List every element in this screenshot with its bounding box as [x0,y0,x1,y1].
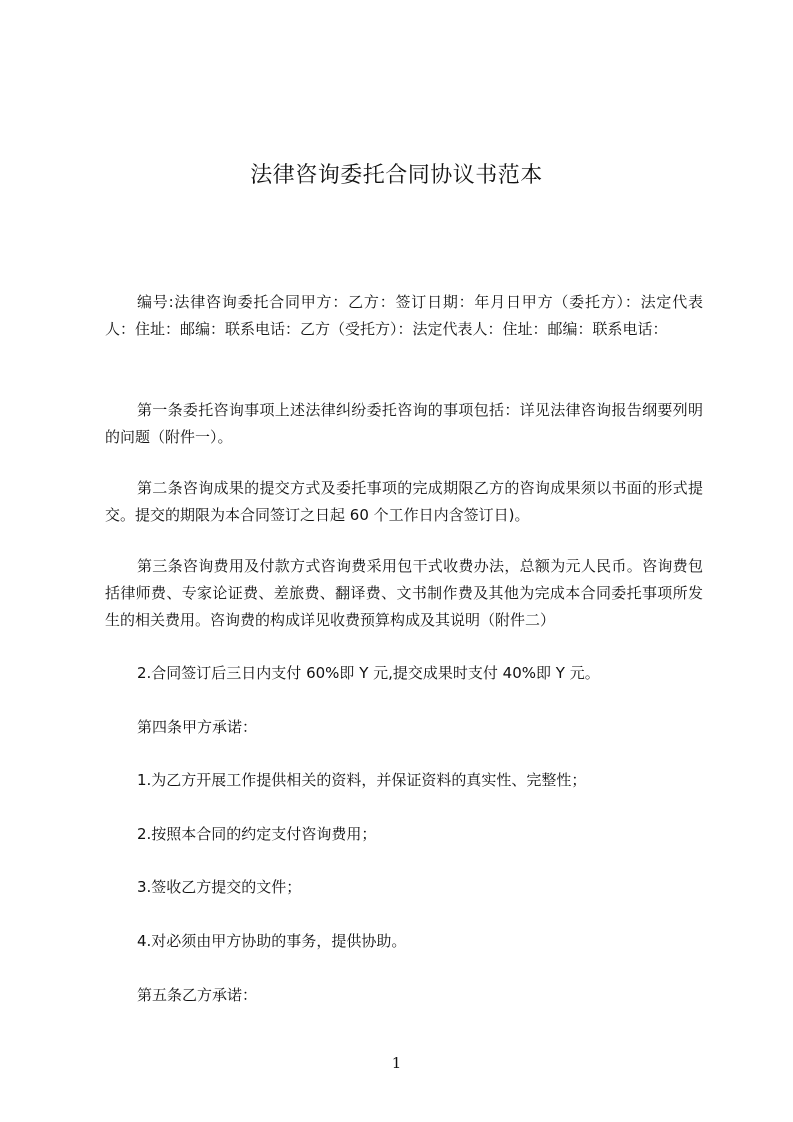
item-party-a-promise-4: 4.对必须由甲方协助的事务，提供协助。 [137,932,407,950]
paragraph-article-3: 第三条咨询费用及付款方式咨询费采用包干式收费办法，总额为元人民币。咨询费包括律师费、专家论证费、差旅费、翻译费、文书制作费及其他为完成本合同委托事项所发生的相关费用。咨询费的构成详见收费预算构成及其说明（附件二） [105,557,703,629]
item-article-5-heading: 第五条乙方承诺： [137,986,258,1004]
page-number: 1 [391,1054,402,1072]
item-article-4-heading: 第四条甲方承诺： [137,718,258,736]
item-party-a-promise-2: 2.按照本合同的约定支付咨询费用； [137,825,377,843]
paragraph-contract-header: 编号:法律咨询委托合同甲方：乙方：签订日期：年月日甲方（委托方）：法定代表人：住址：邮编：联系电话：乙方（受托方）：法定代表人：住址：邮编：联系电话： [105,293,703,338]
item-party-a-promise-3: 3.签收乙方提交的文件； [137,878,302,896]
item-party-a-promise-1: 1.为乙方开展工作提供相关的资料，并保证资料的真实性、完整性； [137,771,587,789]
document-title: 法律咨询委托合同协议书范本 [250,162,543,188]
paragraph-article-1: 第一条委托咨询事项上述法律纠纷委托咨询的事项包括：详见法律咨询报告纲要列明的问题（附件一）。 [105,401,703,446]
item-payment-terms: 2.合同签订后三日内支付 60%即 Y 元,提交成果时支付 40%即 Y 元。 [137,664,600,682]
paragraph-article-2: 第二条咨询成果的提交方式及委托事项的完成期限乙方的咨询成果须以书面的形式提交。提交的期限为本合同签订之日起 60 个工作日内含签订日)。 [105,479,703,524]
